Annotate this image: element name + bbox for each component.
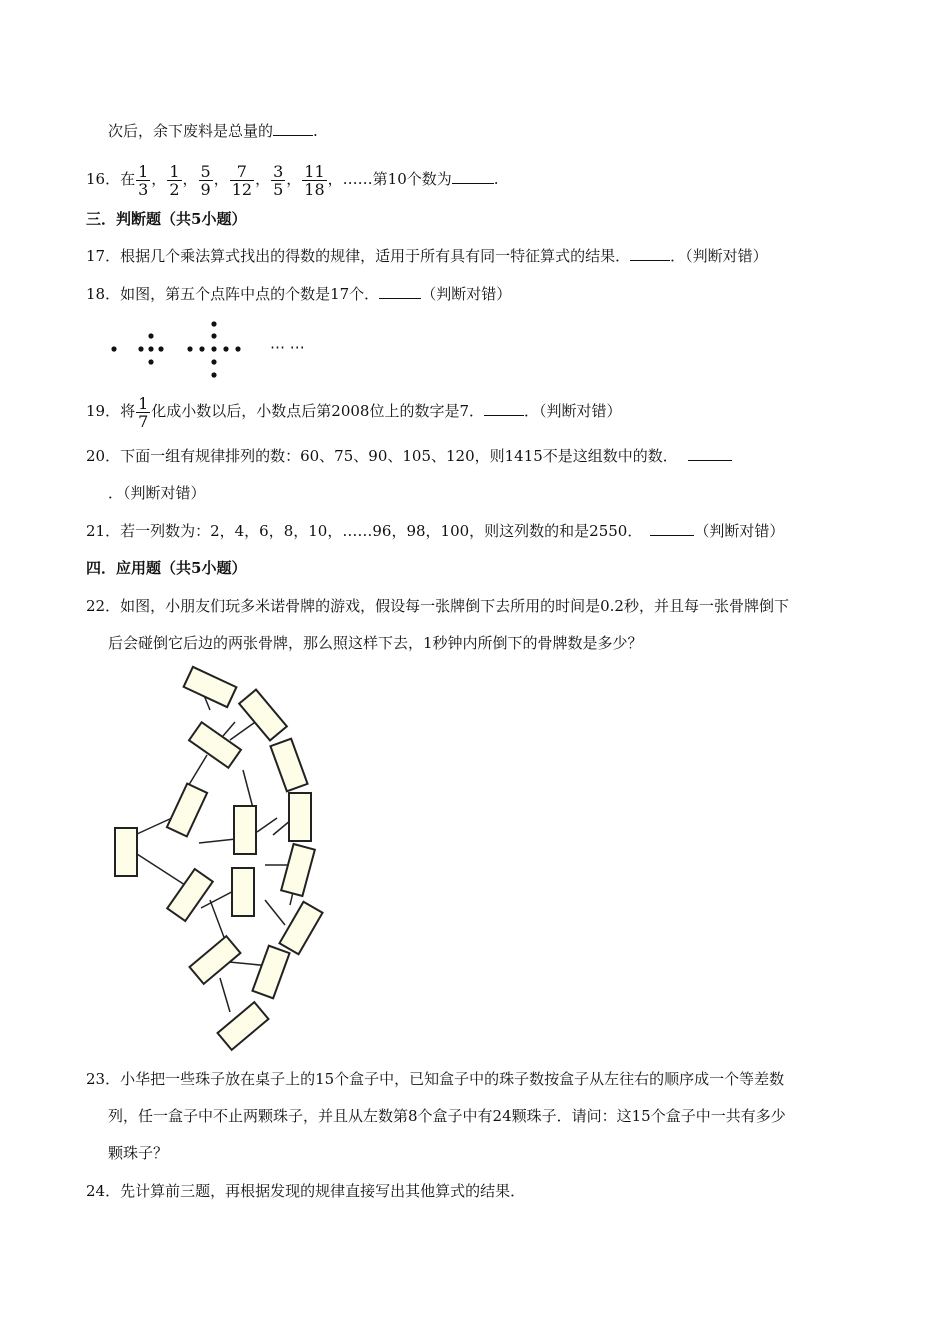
question-17: 17．根据几个乘法算式找出的得数的规律，适用于所有具有同一特征算式的结果． ．（判断对错）: [86, 247, 768, 265]
q16-answer-blank[interactable]: [452, 169, 494, 184]
question-23-line3: 颗珠子？: [108, 1144, 169, 1162]
section-3-heading: 三．判断题（共5小题）: [86, 210, 247, 228]
question-18: 18．如图，第五个点阵中点的个数是17个． （判断对错）: [86, 285, 512, 303]
q18-answer-blank[interactable]: [379, 284, 421, 299]
q17-answer-blank[interactable]: [630, 246, 670, 261]
dot-pattern-figure: [104, 318, 324, 388]
fraction: $\frac{5}{9}$: [200, 161, 211, 199]
q15-continuation: 次后，余下废料是总量的 .: [108, 122, 318, 140]
q15-answer-blank[interactable]: [273, 121, 313, 136]
question-21: 21．若一列数为：2，4，6，8，10，……96，98，100，则这列数的和是2550． （判断对错）: [86, 522, 785, 540]
fraction: $\frac{7}{12}$: [231, 161, 253, 199]
q21-answer-blank[interactable]: [650, 521, 694, 536]
question-22-line2: 后会碰倒它后边的两张骨牌，那么照这样下去，1秒钟内所倒下的骨牌数是多少？: [108, 634, 643, 652]
question-16: 16．在 $\frac{1}{3}$ ， $\frac{1}{2}$ ， $\frac{5}{9}$ ， $\frac{7}{12}$ ， $\frac{3}{5}$ ， $\frac{11}{18}$ ，……第10个数为 .: [86, 161, 499, 199]
question-19: 19．将 $\frac{1}{7}$ 化成小数以后，小数点后第2008位上的数字是7． ．（判断对错）: [86, 393, 622, 431]
ellipsis-text: ⋯ ⋯: [270, 338, 305, 356]
q19-answer-blank[interactable]: [484, 401, 524, 416]
q20-answer-blank[interactable]: [688, 446, 732, 461]
question-20: 20．下面一组有规律排列的数：60、75、90、105、120，则1415不是这组数中的数．: [86, 445, 732, 467]
fraction: $\frac{1}{7}$: [138, 393, 149, 431]
question-24: 24．先计算前三题，再根据发现的规律直接写出其他算式的结果．: [86, 1182, 526, 1200]
fraction: $\frac{1}{3}$: [138, 161, 149, 199]
question-20-end: ．（判断对错）: [108, 484, 206, 502]
domino-figure: [105, 660, 335, 1060]
fraction: $\frac{1}{2}$: [169, 161, 180, 199]
question-22-line1: 22．如图，小朋友们玩多米诺骨牌的游戏，假设每一张牌倒下去所用的时间是0.2秒，并且每一张骨牌倒下: [86, 597, 789, 615]
fraction: $\frac{3}{5}$: [273, 161, 284, 199]
fraction: $\frac{11}{18}$: [304, 161, 325, 199]
question-23-line1: 23．小华把一些珠子放在桌子上的15个盒子中，已知盒子中的珠子数按盒子从左往右的顺序成一个等差数: [86, 1070, 785, 1088]
section-4-heading: 四．应用题（共5小题）: [86, 559, 247, 577]
question-23-line2: 列，任一盒子中不止两颗珠子，并且从左数第8个盒子中有24颗珠子．请问：这15个盒子中一共有多少: [108, 1107, 786, 1125]
q15-text: 次后，余下废料是总量的: [108, 122, 274, 140]
